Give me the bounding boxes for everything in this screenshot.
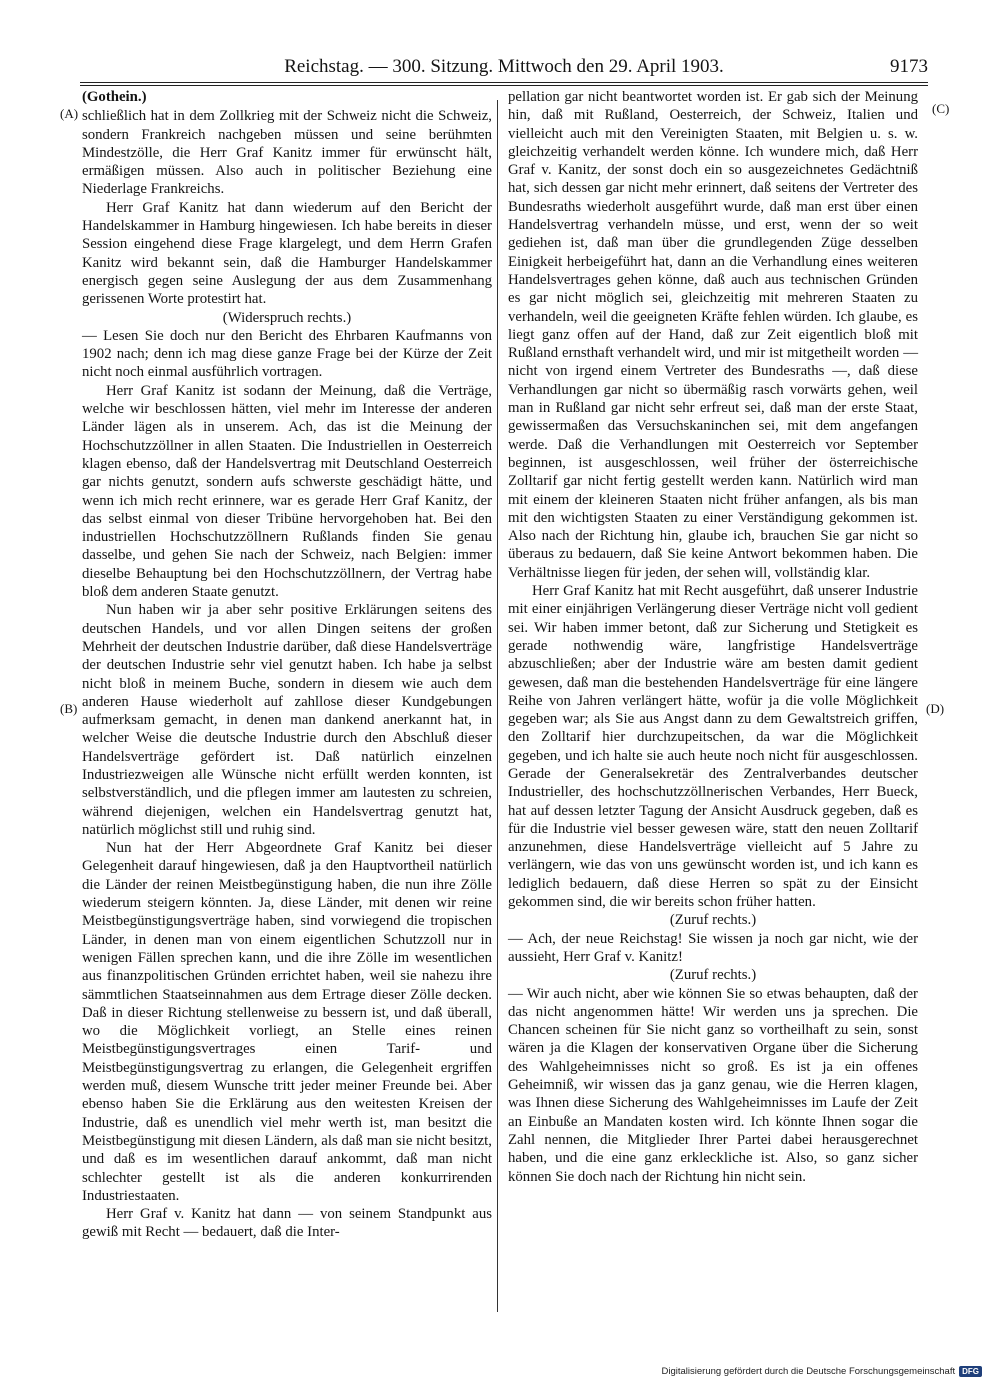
paragraph: — Lesen Sie doch nur den Bericht des Ehrbaren Kaufmanns von 1902 nach; denn ich mag diese ganze Frage bei der Kürze der Zeit nicht noch einmal ausführlich vortragen. (82, 327, 492, 381)
page-header (80, 54, 928, 80)
digitization-credit (662, 1366, 983, 1377)
paragraph: Nun hat der Herr Abgeordnete Graf Kanitz bei dieser Gelegenheit darauf hingewiesen, daß ja den Hauptvortheil natürlich die Länder der reinen Meistbegünstigung haben, die nun ihre Zölle wiederum steigern könnten. Ja, diese Länder, mit denen wir reine Meistbegünstigungsverträge haben, sind vorwiegend die tropischen Länder, in denen man von einem eigentlichen Schutzzoll nur in wenigen Fällen sprechen kann, und die ihre Zölle im wesentlichen aus finanzpolitischen Gründen errichtet haben, weil sie nahezu ihre sämmtlichen Staatseinnahmen aus dem Ertrage dieser Zölle decken. Daß in dieser Richtung stellenweise zu bessern ist, und daß überall, wo die Möglichkeit vorliegt, an Stelle eines reinen Meistbegünstigungsvertrages einen Tarif- und Meistbegünstigungsvertrag zu erlangen, die Gelegenheit ergriffen werden muß, diesem Wunsche tritt jeder meiner Freunde bei. Aber ebenso haben Sie die Erklärung aus den weitesten Kreisen der Industrie, daß es unendlich viel mehr werth ist, man besitzt die Meistbegünstigung mit diesen Ländern, als daß man sie nicht besitzt, und daß es im wesentlichen darauf ankommt, daß man nicht schlechter gestellt ist als die anderen konkurrirenden Industriestaaten. (82, 840, 492, 1204)
credit-text: Digitalisierung gefördert durch die Deutsche Forschungsgemeinschaft (661, 1366, 956, 1377)
interjection: (Zuruf rechts.) (669, 967, 757, 984)
margin-marker-d: (D) (926, 701, 945, 716)
right-column (508, 88, 918, 1186)
paragraph: schließlich hat in dem Zollkrieg mit der Schweiz nicht die Schweiz, sondern Frankreich nachgeben müssen und seine berühmten Mindestzölle, die Herr Graf Kanitz immer für erwünscht hält, ermäßigen müssen. Also auch in politischer Beziehung eine Niederlage Frankreichs. (82, 108, 492, 198)
paragraph: — Wir auch nicht, aber wie können Sie so etwas behaupten, daß der das nicht angenommen hätte! Wir werden uns ja sprechen. Die Chancen scheinen für Sie nicht ganz so vortheilhaft zu sein, sonst wären ja die Klagen der konservativen Organe über die Sicherung des Wahlgeheimnisses nicht so groß. Es ist ja ein offenes Geheimniß, wir wissen das ja ganz genau, wie die Herren klagen, was Ihnen diese Sicherung des Wahlgeheimnisses im Laufe der Zeit an Einbuße an Mandaten kosten wird. Ich könnte Ihnen sogar die Zahl nennen, die Mitglieder Ihrer Partei dabei herausgerechnet haben, und die eine ganz erkleckliche ist. Also, so ganz sicher können Sie doch nach der Richtung hin nicht sein. (508, 985, 918, 1185)
speaker-label: (Gothein.) (82, 89, 147, 105)
paragraph: Herr Graf Kanitz ist sodann der Meinung, daß die Verträge, welche wir beschlossen hätten, viel mehr im Interesse der anderen Länder lägen als in unserem. Ach, das ist die Meinung der Hochschutzzöllner in allen Staaten. Die Industriellen in Oesterreich klagen ebenso, daß der Handelsvertrag mit Deutschland Oesterreich gar nichts genutzt, sondern aufs schwerste geschädigt hätte, und wenn ich mich recht erinnere, war es gerade Herr Graf Kanitz, der das selbst einmal von dieser Tribüne hervorgehoben hat. Bei den industriellen Hochschutzzöllnern Rußlands finden Sie genau dasselbe, und gehen Sie nach der Schweiz, nach Belgien: immer dieselbe Behauptung bei den Hochschutzzöllnern, der Vertrag habe bloß dem anderen Staate genutzt. (82, 382, 492, 601)
interjection: (Widerspruch rechts.) (222, 309, 352, 326)
paragraph: Herr Graf v. Kanitz hat dann — von seinem Standpunkt aus gewiß mit Recht — bedauert, daß die Inter- (82, 1206, 492, 1241)
column-divider (497, 100, 498, 1312)
paragraph: Herr Graf Kanitz hat mit Recht ausgeführt, daß unserer Industrie mit einer einjährigen Verlängerung dieser Verträge nicht voll gedient sei. Wir haben immer betont, daß zur Sicherung und Stetigkeit es gerade nothwendig wäre, langfristige Handelsverträge abzuschließen; aber der Industrie wäre am besten damit gedient gewesen, daß man die bestehenden Handelsverträge für eine längere Reihe von Jahren verlängert hätte, wofür ja die volle Möglichkeit gegeben war; als Sie aus Angst dann zu dem Gewaltstreich griffen, den Zolltarif hier durchzupeitschen, da war die Möglichkeit gegeben, und ich halte sie auch heute noch nicht für ausgeschlossen. Gerade der Generalsekretär des Zentralverbandes deutscher Industrieller, des hochschutzzöllnerischen Verbandes, Herr Bueck, hat auf dessen letzter Tagung der Ansicht Ausdruck gegeben, daß es für die Industrie viel besser gewesen wäre, statt den neuen Zolltarif anzunehmen, diese Handelsverträge vielleicht auf 5 Jahre zu verlängern, wie das von uns gewünscht worden ist, und ich kann es lediglich bedauern, daß diese Herren so spät zu der Einsicht gekommen sind, die wir bereits schon früher hatten. (508, 583, 918, 911)
paragraph: pellation gar nicht beantwortet worden ist. Er gab sich der Meinung hin, daß mit Rußland, Oesterreich, der Schweiz, Italien und vielleicht auch mit den Vereinigten Staaten, mit Belgien u. s. w. gleichzeitig verhandelt werden könne. Ich wundere mich, daß Herr Graf v. Kanitz, der sonst doch ein so ausgezeichnetes Gedächtniß hat, sich dessen gar nicht mehr erinnert, daß seitens der Vertreter des Bundesraths wiederholt ausgeführt wurde, daß man erst über einen Handelsvertrag verhandeln müsse, und erst, wenn der so weit gediehen ist, daß man über die grundlegenden Züge desselben Einigkeit herbeigeführt hat, dann an die Verhandlung eines weiteren Handelsvertrages gehen könne, daß auch aus technischen Gründen es gar nicht möglich sei, gleichzeitig mit mehreren Staaten zu verhandeln, weil die geeigneten Kräfte fehlen würden. Ich glaube, es liegt ganz offen auf der Hand, daß zur Zeit eigentlich bloß mit Rußland ernsthaft verhandelt wird, und mir ist mitgetheilt worden — nicht von irgend einem Vertreter des Bundesraths —, daß diese Verhandlungen gar nicht so übermäßig rasch vorwärts gehen, weil man in Rußland gar nicht sehr erfreut sei, daß man der erste Staat, gewissermaßen das Versuchskaninchen sei, mit dem angefangen werde. Daß die Verhandlungen mit Oesterreich vor September beginnen, ist ausgeschlossen, weil früher der österreichische Zolltarif gar nicht fertig gestellt werden kann. Natürlich wird man mit einem der kleineren Staaten nicht früher anfangen, als bis man mit den wichtigsten Staaten zu einer Verständigung gekommen ist. Also nach der Richtung hin, glaube ich, brauchen Sie gar nicht so überaus zu bedauern, daß Sie keine Antwort bekommen haben. Die Verhältnisse liegen für jeden, der sehen will, vollständig klar. (508, 89, 918, 581)
paragraph: Herr Graf Kanitz hat dann wiederum auf den Bericht der Handelskammer in Hamburg hingewiesen. Ich habe bereits in dieser Session eingehend diese Frage klargelegt, und dem Herrn Grafen Kanitz wird bekannt sein, daß die Hamburger Handelskammer energisch gegen seine Auslegung der aus dem Zusammenhang gerissenen Worte protestirt hat. (82, 199, 492, 308)
margin-marker-a: (A) (60, 106, 79, 121)
left-column (82, 88, 492, 1242)
header-rule-second (80, 85, 928, 86)
dfg-logo: DFG (959, 1366, 982, 1377)
margin-marker-b: (B) (60, 701, 78, 716)
header-title: Reichstag. — 300. Sitzung. Mittwoch den 29. April 1903. (284, 56, 724, 77)
page-number: 9173 (890, 56, 928, 77)
paragraph: — Ach, der neue Reichstag! Sie wissen ja noch gar nicht, wie der aussieht, Herr Graf v. Kanitz! (508, 930, 918, 965)
header-rule (80, 82, 928, 83)
paragraph: Nun haben wir ja aber sehr positive Erklärungen seitens des deutschen Handels, und vor allen Dingen seitens der großen Mehrheit der deutschen Industrie darüber, daß diese Handelsverträge der deutschen Industrie sehr viel genutzt haben. Ich habe ja selbst nicht bloß in meinem Buche, sondern in diesem wie auch dem anderen Hause wiederholt auf zahllose dieser Kundgebungen aufmerksam gemacht, in denen man dankend anerkannt hat, in welcher Weise die deutsche Industrie durch den Abschluß dieser Handelsverträge gefördert ist. Daß natürlich einzelnen Industriezweigen alle Wünsche nicht erfüllt werden konnten, ist selbstverständlich, und die pflegen immer am lautesten zu schreien, während diejenigen, welchen ein Handelsvertrag genutzt hat, natürlich möglichst still und ruhig sind. (82, 602, 492, 838)
interjection: (Zuruf rechts.) (669, 912, 757, 929)
margin-marker-c: (C) (932, 101, 950, 116)
